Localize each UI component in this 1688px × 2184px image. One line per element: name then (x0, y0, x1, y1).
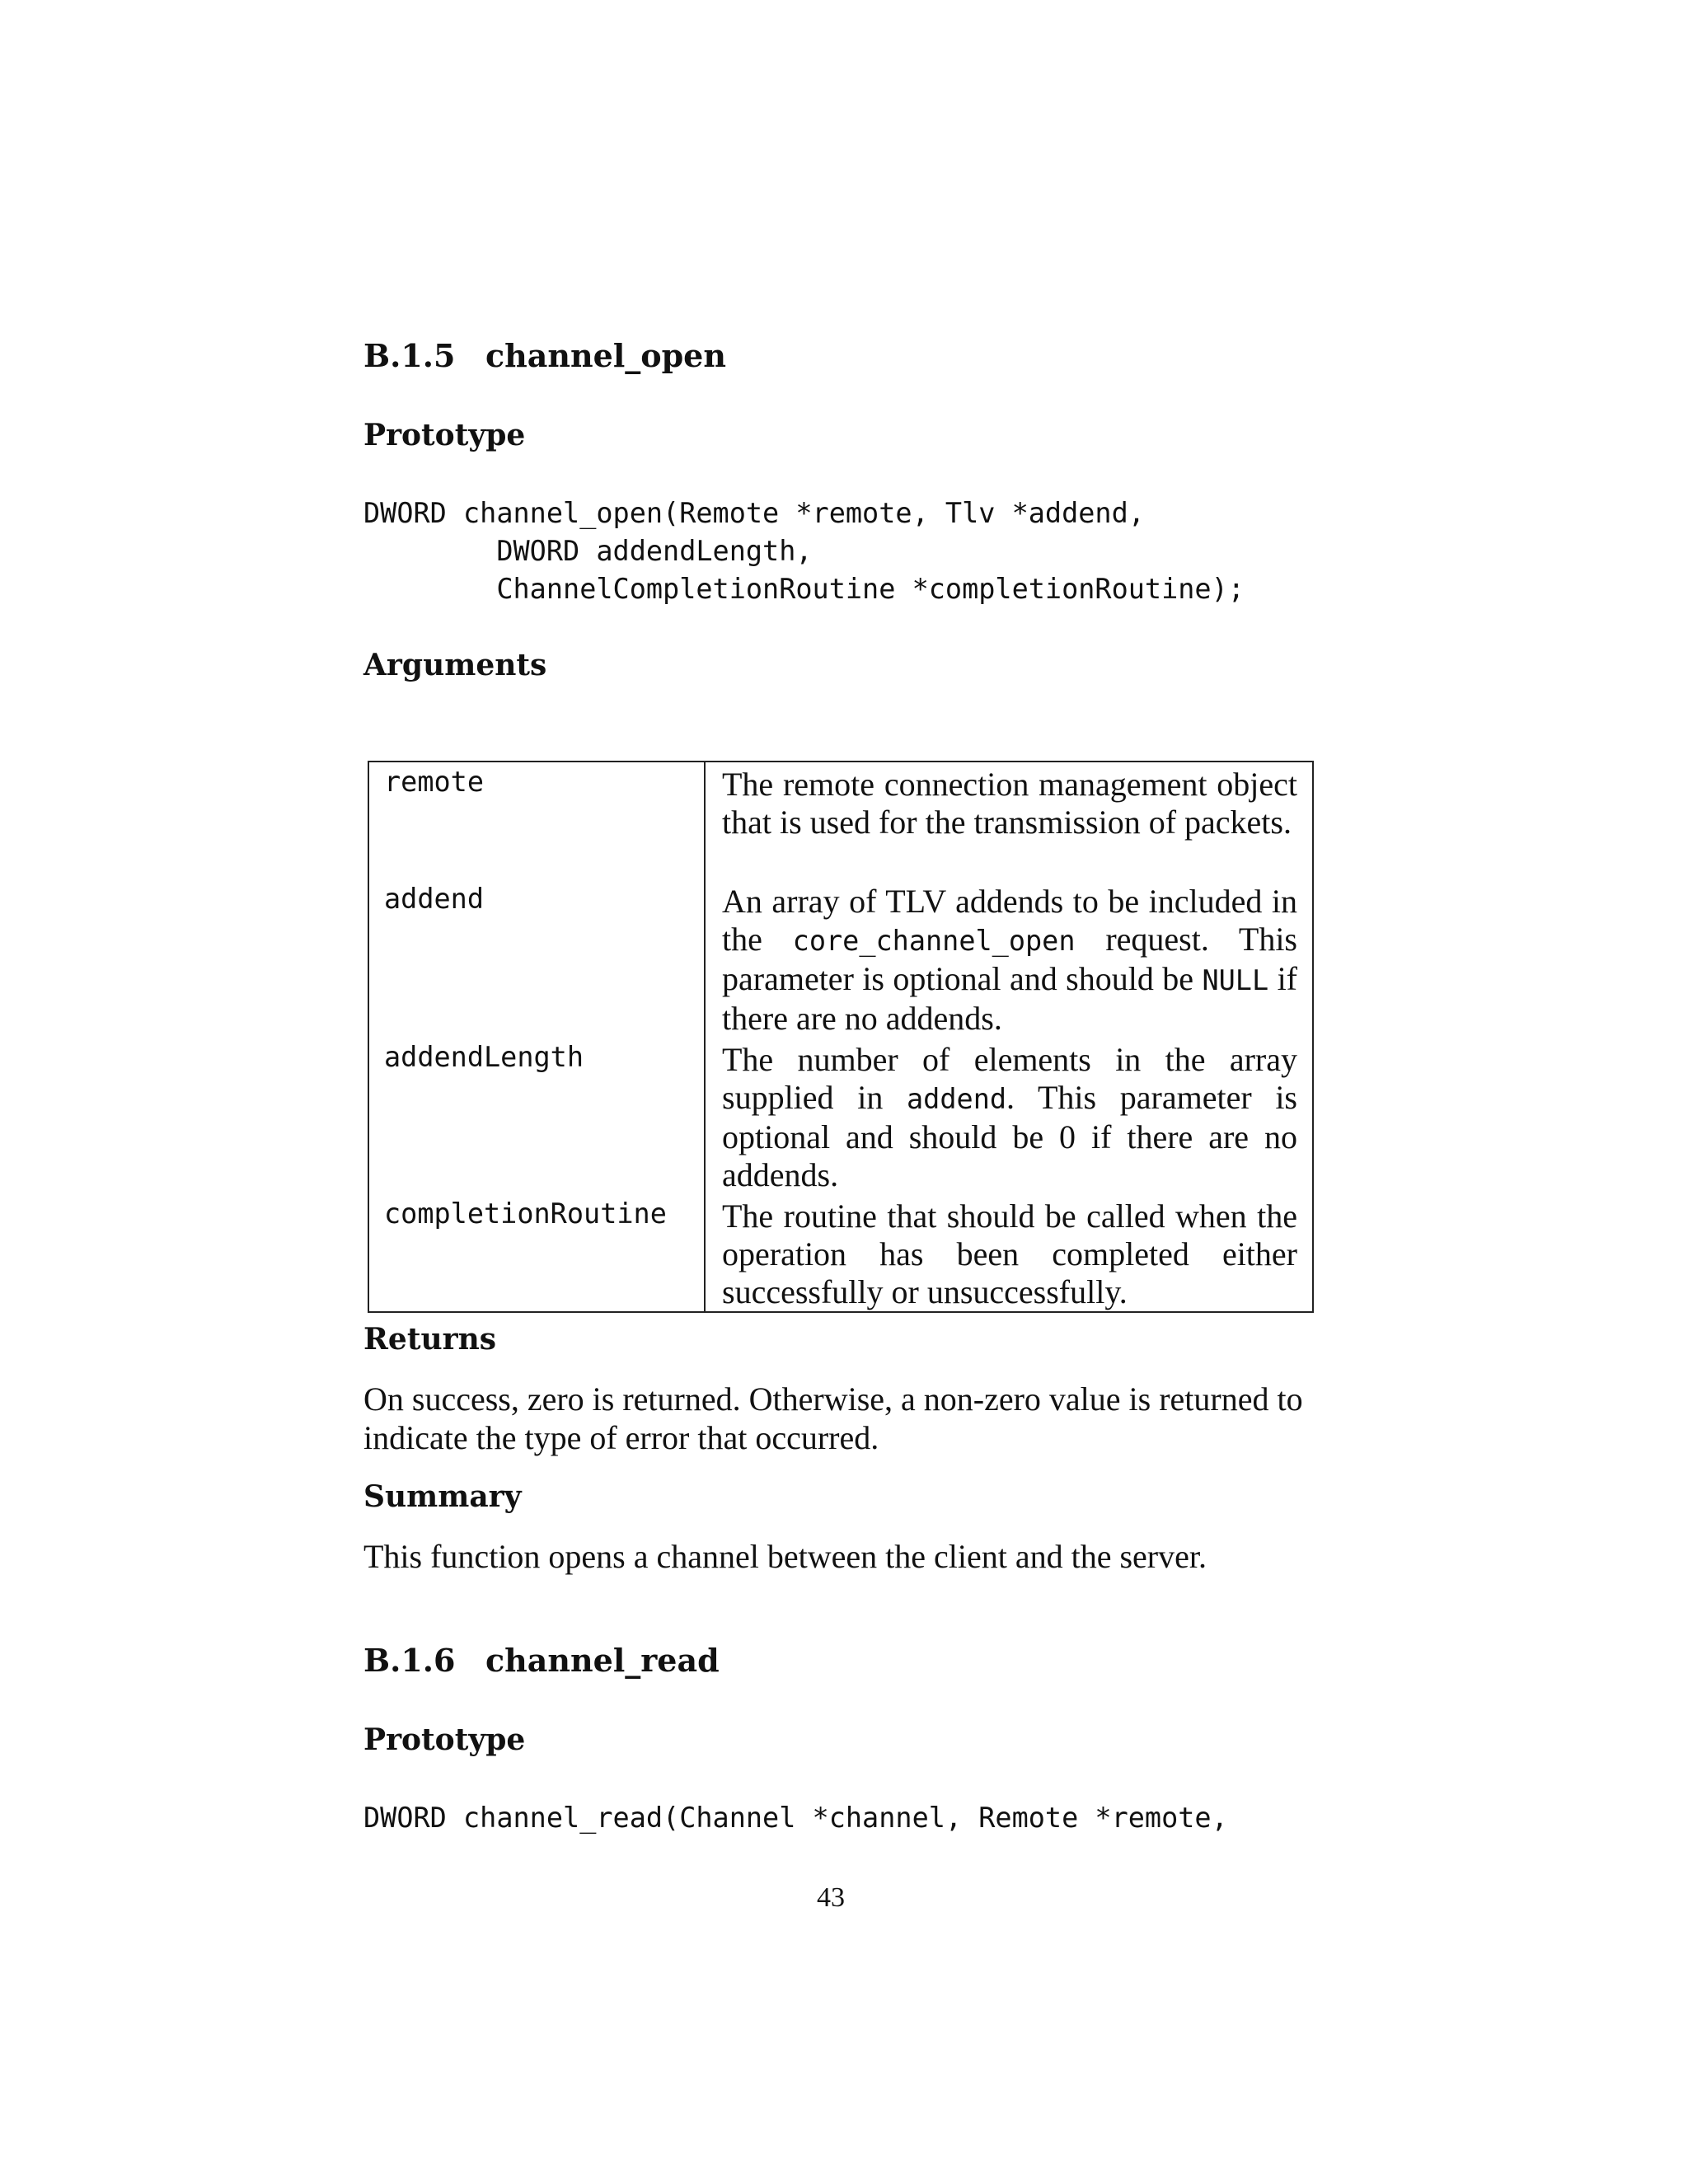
code-line: DWORD addendLength, (363, 535, 813, 567)
summary-heading: Summary (363, 1479, 522, 1514)
section-title: channel_open (485, 337, 726, 374)
table-row (368, 1194, 1313, 1312)
argument-description: The number of elements in the array supplied in addend. This parameter is optional and should be 0 if there are no addends. (722, 1041, 1297, 1193)
table-row (368, 879, 1313, 1038)
section-number: B.1.6 (363, 1642, 456, 1679)
argument-name: completionRoutine (368, 1194, 705, 1312)
returns-text: On success, zero is returned. Otherwise, a non-zero value is returned to indicate the type of error that occurred. (363, 1380, 1303, 1456)
table-row (368, 762, 1313, 879)
table-row (368, 1038, 1313, 1194)
argument-description: The remote connection management object that is used for the transmission of packets. (722, 766, 1297, 841)
argument-name: addend (368, 879, 705, 1038)
page-number: 43 (817, 1882, 845, 1913)
inline-code: addend (907, 1083, 1007, 1115)
summary-text: This function opens a channel between the client and the server. (363, 1538, 1207, 1575)
code-line: ChannelCompletionRoutine *completionRoutine); (363, 573, 1245, 605)
arguments-heading: Arguments (363, 648, 547, 682)
prototype-heading: Prototype (363, 1722, 526, 1757)
argument-name: addendLength (368, 1038, 705, 1194)
prototype-heading: Prototype (363, 418, 526, 452)
argument-name: remote (368, 762, 705, 879)
argument-description: An array of TLV addends to be included in the core_channel_open request. This parameter is optional and should be NULL if there are no addends. (722, 883, 1298, 1037)
inline-code: NULL (1202, 964, 1269, 996)
arguments-table (368, 761, 1314, 1313)
returns-heading: Returns (363, 1322, 497, 1357)
section-title: channel_read (485, 1642, 720, 1679)
section-number: B.1.5 (363, 337, 456, 374)
code-line: DWORD channel_read(Channel *channel, Remote *remote, (363, 1802, 1228, 1834)
inline-code: core_channel_open (792, 925, 1076, 957)
section-heading-b16 (363, 1642, 720, 1679)
section-heading-b15 (363, 337, 726, 374)
argument-description: The routine that should be called when the operation has been completed either successfully or unsuccessfully. (722, 1197, 1297, 1310)
code-line: DWORD channel_open(Remote *remote, Tlv *addend, (363, 497, 1145, 529)
